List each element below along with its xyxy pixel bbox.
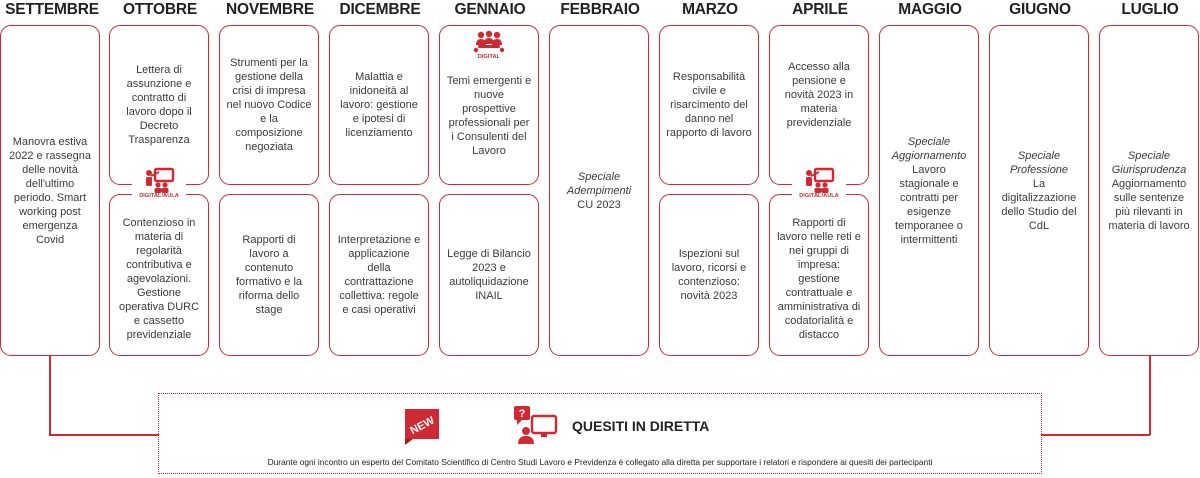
- badge-digital-aula-aprile: [792, 167, 846, 199]
- card-luglio-italic: Speciale Giurisprudenza: [1111, 149, 1187, 176]
- card-novembre-bottom: [219, 194, 319, 356]
- card-ottobre-top-text: Lettera di assunzione e contratto di lavoro dopo il Decreto Trasparenza: [126, 64, 192, 146]
- month-marzo: MARZO: [682, 1, 738, 18]
- card-marzo-bottom: [659, 194, 759, 356]
- connector-left-horizontal: [49, 434, 159, 436]
- month-dicembre: DICEMBRE: [339, 1, 421, 18]
- card-gennaio-bottom-text: Legge di Bilancio 2023 e autoliquidazione INAIL: [447, 248, 531, 302]
- live-questions-icon: [512, 404, 558, 446]
- card-marzo-bottom-text: Ispezioni sul lavoro, ricorsi e contenzioso: novità 2023: [671, 248, 747, 302]
- month-maggio: MAGGIO: [898, 1, 962, 18]
- card-febbraio-text: CU 2023: [577, 198, 621, 211]
- classroom-presentation-icon: [802, 167, 836, 193]
- card-novembre-bottom-text: Rapporti di lavoro a contenuto formativo e la riforma dello stage: [235, 234, 303, 316]
- card-settembre-text: Manovra estiva 2022 e rassegna delle novità dell'ultimo periodo. Smart working post emergenza Covid: [9, 135, 91, 246]
- card-maggio-text: Lavoro stagionale e contratti per esigenze temporanee o intermittenti: [895, 163, 963, 246]
- card-ottobre-bottom: [109, 194, 209, 356]
- connector-right-horizontal: [1041, 434, 1150, 436]
- badge-label: DIGITAL/AULA: [799, 193, 839, 199]
- badge-label: DIGITAL/AULA: [139, 193, 179, 199]
- card-maggio-italic: Speciale Aggiornamento: [891, 135, 967, 162]
- new-badge-label: NEW: [408, 414, 437, 438]
- badge-label: DIGITAL: [477, 54, 501, 60]
- quesiti-description: Durante ogni incontro un esperto del Comitato Scientifico di Centro Studi Lavoro e Previdenza è collegato alla diretta per supportare i relatori e rispondere ai quesiti dei partecipanti: [267, 457, 933, 467]
- card-luglio-text: Aggiornamento sulle sentenze più rilevanti in materia di lavoro: [1108, 177, 1190, 232]
- card-ottobre-top: [109, 25, 209, 185]
- connector-right-vertical: [1149, 356, 1151, 435]
- card-giugno-text: La digitalizzazione dello Studio del CdL: [1001, 177, 1077, 232]
- card-dicembre-top: [329, 25, 429, 185]
- card-giugno-italic: Speciale Professione: [1009, 149, 1069, 176]
- badge-digital-gennaio: [462, 30, 516, 60]
- new-badge-icon: [403, 405, 443, 445]
- badge-digital-aula-ottobre: [132, 167, 186, 199]
- month-aprile: APRILE: [792, 1, 848, 18]
- card-gennaio-bottom: [439, 194, 539, 356]
- card-dicembre-bottom: [329, 194, 429, 356]
- card-ottobre-bottom-text: Contenzioso in materia di regolarità contributiva e agevolazioni. Gestione operativa DURC e cassetto previdenziale: [118, 217, 200, 341]
- month-gennaio: GENNAIO: [454, 1, 526, 18]
- meeting-group-icon: [472, 30, 506, 54]
- quesiti-title: QUESITI IN DIRETTA: [572, 418, 710, 434]
- card-settembre: [0, 25, 100, 356]
- card-gennaio-top-text: Temi emergenti e nuove prospettive professionali per i Consulenti del Lavoro: [446, 75, 532, 157]
- card-novembre-top: [219, 25, 319, 185]
- connector-left-vertical: [49, 356, 51, 435]
- month-giugno: GIUGNO: [1009, 1, 1071, 18]
- month-luglio: LUGLIO: [1121, 1, 1179, 18]
- month-febbraio: FEBBRAIO: [560, 1, 640, 18]
- card-maggio: [879, 25, 979, 356]
- month-novembre: NOVEMBRE: [226, 1, 314, 18]
- card-marzo-top-text: Responsabilità civile e risarcimento del danno nel rapporto di lavoro: [666, 71, 752, 139]
- classroom-presentation-icon: [142, 167, 176, 193]
- svg-text:?: ?: [518, 408, 526, 420]
- card-aprile-bottom: [769, 194, 869, 356]
- card-luglio: [1099, 25, 1199, 356]
- card-aprile-top-text: Accesso alla pensione e novità 2023 in materia previdenziale: [784, 61, 854, 129]
- month-ottobre: OTTOBRE: [122, 1, 198, 18]
- card-giugno: [989, 25, 1089, 356]
- card-febbraio: [549, 25, 649, 356]
- card-dicembre-top-text: Malattia e inidoneità al lavoro: gestione e ipotesi di licenziamento: [340, 71, 418, 139]
- card-marzo-top: [659, 25, 759, 185]
- card-novembre-top-text: Strumenti per la gestione della crisi di impresa nel nuovo Codice e la composizione negoziata: [226, 57, 312, 153]
- card-aprile-top: [769, 25, 869, 185]
- card-febbraio-italic: Speciale Adempimenti: [566, 170, 632, 197]
- month-settembre: SETTEMBRE: [5, 1, 99, 18]
- card-dicembre-bottom-text: Interpretazione e applicazione della contrattazione collettiva: regole e casi operativi: [337, 234, 421, 316]
- card-aprile-bottom-text: Rapporti di lavoro nelle reti e nei gruppi di impresa: gestione contrattuale e amministrativa di codatorialità e distacco: [777, 217, 861, 341]
